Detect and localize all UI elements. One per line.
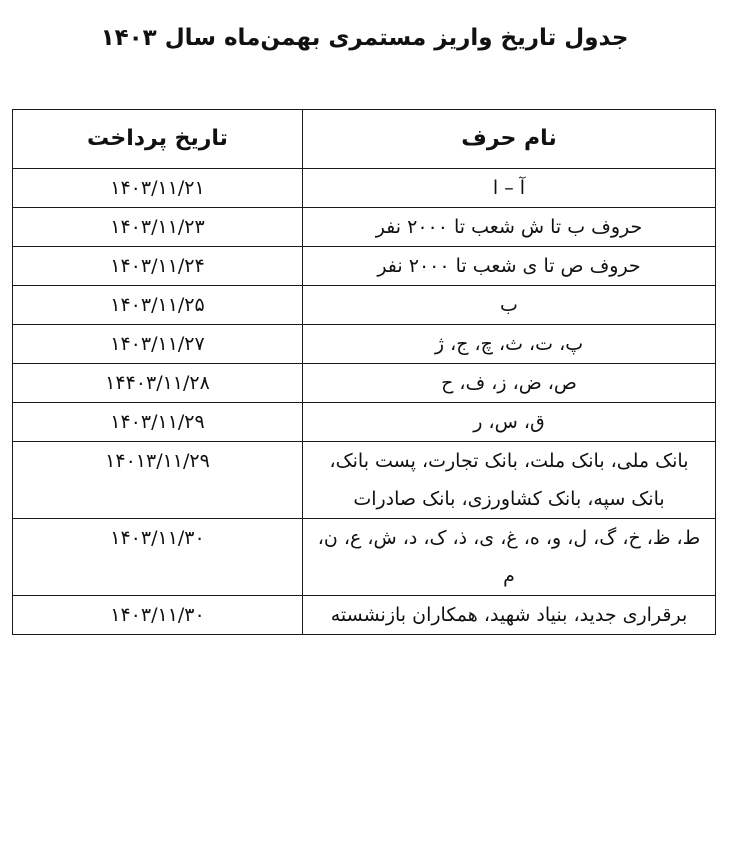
table-row [13, 286, 716, 325]
row-date-cell: ۱۴۰۳/۱۱/۲۷ [13, 325, 303, 364]
row-date-cell: ۱۴۰۳/۱۱/۳۰ [13, 519, 303, 596]
table-header-row [13, 110, 716, 169]
table-row [13, 364, 716, 403]
row-date-cell: ۱۴۴۰۳/۱۱/۲۸ [13, 364, 303, 403]
row-name-cell: پ، ت، ث، چ، ج، ژ [303, 325, 716, 364]
table-row [13, 325, 716, 364]
row-name-cell: ق، س، ر [303, 403, 716, 442]
table-row [13, 169, 716, 208]
payment-schedule-table [12, 109, 716, 635]
row-date-cell: ۱۴۰۳/۱۱/۲۴ [13, 247, 303, 286]
row-name-cell: آ – ا [303, 169, 716, 208]
row-name-cell: حروف ص تا ی شعب تا ۲۰۰۰ نفر [303, 247, 716, 286]
row-date-cell: ۱۴۰۳/۱۱/۲۹ [13, 403, 303, 442]
row-date-cell: ۱۴۰۳/۱۱/۳۰ [13, 596, 303, 635]
table-row [13, 247, 716, 286]
row-date-cell: ۱۴۰۳/۱۱/۲۵ [13, 286, 303, 325]
column-header-name: نام حرف [303, 110, 716, 169]
row-date-cell: ۱۴۰۱۳/۱۱/۲۹ [13, 442, 303, 519]
row-name-cell: ط، ظ، خ، گ، ل، و، ه، غ، ی، ذ، ک، د، ش، ع، ن، م [303, 519, 716, 596]
row-name-cell: ب [303, 286, 716, 325]
row-name-cell: ص، ض، ز، ف، ح [303, 364, 716, 403]
row-date-cell: ۱۴۰۳/۱۱/۲۳ [13, 208, 303, 247]
table-row [13, 596, 716, 635]
page-title: جدول تاریخ واریز مستمری بهمن‌ماه سال ۱۴۰۳ [100, 25, 629, 51]
row-name-cell: بانک ملی، بانک ملت، بانک تجارت، پست بانک، بانک سپه، بانک کشاورزی، بانک صادرات [303, 442, 716, 519]
table-row [13, 208, 716, 247]
row-date-cell: ۱۴۰۳/۱۱/۲۱ [13, 169, 303, 208]
table-row [13, 442, 716, 519]
row-name-cell: حروف ب تا ش شعب تا ۲۰۰۰ نفر [303, 208, 716, 247]
table-row [13, 403, 716, 442]
table-row [13, 519, 716, 596]
column-header-date: تاریخ پرداخت [13, 110, 303, 169]
row-name-cell: برقراری جدید، بنیاد شهید، همکاران بازنشسته [303, 596, 716, 635]
